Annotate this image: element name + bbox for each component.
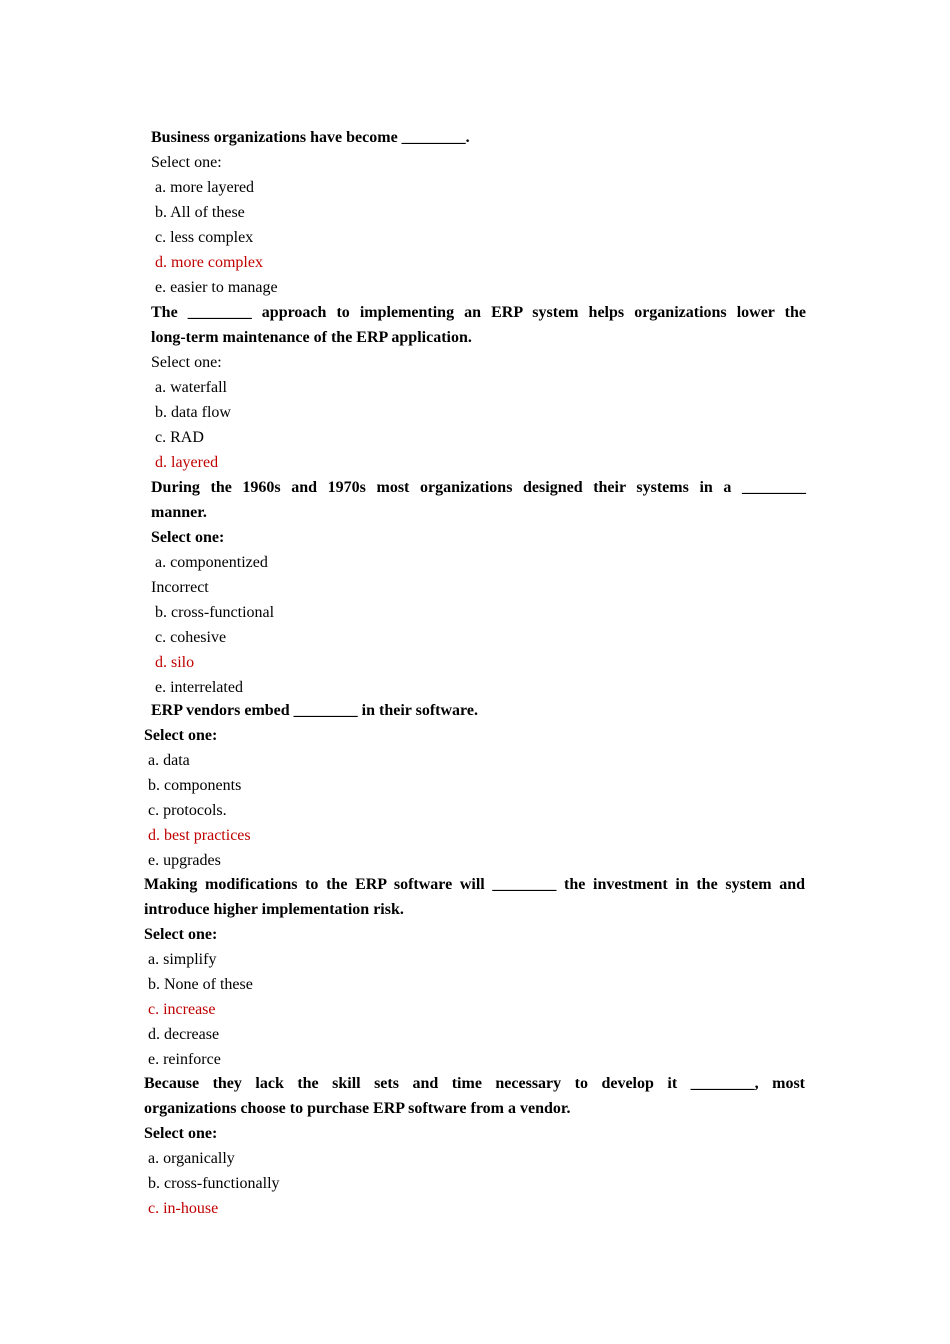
question-1-option-a: a. more layered <box>155 179 255 196</box>
question-5-option-c-correct: c. increase <box>148 1001 216 1018</box>
question-2-option-b: b. data flow <box>155 404 231 421</box>
question-5-option-a: a. simplify <box>148 951 217 968</box>
question-3-stem-line-2: manner. <box>151 504 207 521</box>
question-6-option-b: b. cross-functionally <box>148 1175 280 1192</box>
question-6-stem-line-2: organizations choose to purchase ERP software from a vendor. <box>144 1100 571 1117</box>
question-3-option-c: c. cohesive <box>155 629 227 646</box>
question-2-select-label: Select one: <box>151 354 222 371</box>
question-2-option-a: a. waterfall <box>155 379 227 396</box>
question-2-stem-line-2: long-term maintenance of the ERP application. <box>151 329 472 346</box>
question-4-option-a: a. data <box>148 752 190 769</box>
question-6-select-label: Select one: <box>144 1125 218 1142</box>
question-2-option-d-correct: d. layered <box>155 454 219 471</box>
question-4-select-label: Select one: <box>144 727 218 744</box>
question-6-option-c-correct: c. in-house <box>148 1200 219 1217</box>
question-5-option-d: d. decrease <box>148 1026 220 1043</box>
question-4-stem: ERP vendors embed ________ in their software. <box>151 702 478 719</box>
question-1-option-b: b. All of these <box>155 204 245 221</box>
question-1-select-label: Select one: <box>151 154 222 171</box>
question-2-stem-line-1: The ________ approach to implementing an ERP system helps organizations lower the <box>151 304 806 321</box>
question-3-option-b: b. cross-functional <box>155 604 275 621</box>
question-1-option-e: e. easier to manage <box>155 279 278 296</box>
question-3-stem-line-1: During the 1960s and 1970s most organizations designed their systems in a ________ <box>151 479 806 496</box>
question-5-stem-line-1: Making modifications to the ERP software will ________ the investment in the system and <box>144 876 805 893</box>
question-3-option-a: a. componentized <box>155 554 268 571</box>
question-1-option-c: c. less complex <box>155 229 254 246</box>
question-4-option-c: c. protocols. <box>148 802 227 819</box>
question-5-stem-line-2: introduce higher implementation risk. <box>144 901 404 918</box>
question-5-select-label: Select one: <box>144 926 218 943</box>
question-4-option-b: b. components <box>148 777 242 794</box>
question-4-option-e: e. upgrades <box>148 852 221 869</box>
question-3-option-e: e. interrelated <box>155 679 243 696</box>
question-3-feedback-incorrect: Incorrect <box>151 579 209 596</box>
question-6-option-a: a. organically <box>148 1150 235 1167</box>
question-4-option-d-correct: d. best practices <box>148 827 251 844</box>
question-6-stem-line-1: Because they lack the skill sets and time necessary to develop it ________, most <box>144 1075 805 1092</box>
question-5-option-e: e. reinforce <box>148 1051 221 1068</box>
question-1-option-d-correct: d. more complex <box>155 254 263 271</box>
question-2-option-c: c. RAD <box>155 429 204 446</box>
question-1-stem: Business organizations have become ________. <box>151 129 470 146</box>
question-3-select-label: Select one: <box>151 529 225 546</box>
question-3-option-d-correct: d. silo <box>155 654 195 671</box>
question-5-option-b: b. None of these <box>148 976 253 993</box>
